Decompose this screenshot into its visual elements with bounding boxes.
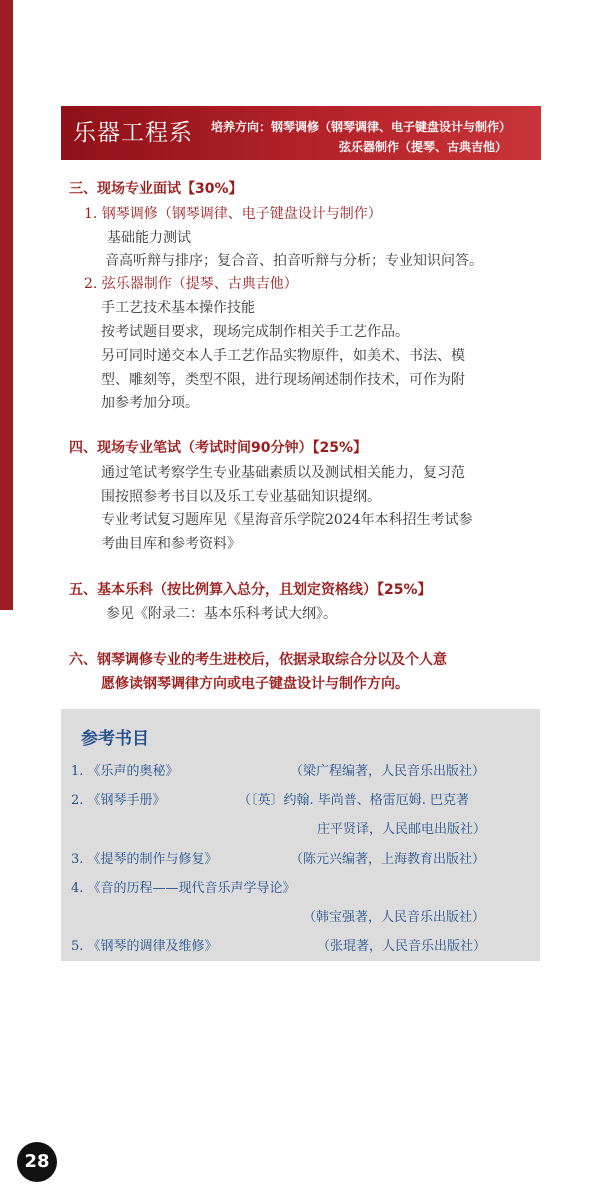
reference-author: （〔英〕约翰. 毕尚普、格雷厄姆. 巴克著 [238,793,470,808]
department-title: 乐器工程系 [73,120,193,146]
page-number: 28 [17,1142,57,1182]
section3-item2-line: 另可同时递交本人手工艺作品实物原件，如美术、书法、模 [101,348,465,364]
reference-author: （张琨著，人民音乐出版社） [317,939,487,954]
section3-item2-line: 按考试题目要求，现场完成制作相关手工艺作品。 [101,324,409,340]
references-title: 参考书目 [81,729,149,749]
reference-author-cont: 庄平贤译，人民邮电出版社） [317,822,487,837]
section3-item1-title: 1. 钢琴调修（钢琴调律、电子键盘设计与制作） [84,206,382,222]
reference-title: 2. 《钢琴手册》 [71,793,166,808]
section3-item2-line: 型、雕刻等，类型不限，进行现场阐述制作技术，可作为附 [101,372,465,388]
training-direction-line1: 培养方向：钢琴调修（钢琴调律、电子键盘设计与制作） [211,120,512,134]
section3-title: 三、现场专业面试【30%】 [69,181,243,197]
reference-author: （韩宝强著，人民音乐出版社） [303,910,486,925]
reference-title: 5. 《钢琴的调律及维修》 [71,939,218,954]
section4-title: 四、现场专业笔试（考试时间90分钟）【25%】 [69,440,367,456]
reference-title: 1. 《乐声的奥秘》 [71,764,179,779]
section3-item2-title: 2. 弦乐器制作（提琴、古典吉他） [84,276,298,292]
section6-line2: 愿修读钢琴调律方向或电子键盘设计与制作方向。 [101,676,409,692]
section4-line: 通过笔试考察学生专业基础素质以及测试相关能力，复习范 [101,465,465,481]
section3-item1-line: 基础能力测试 [107,230,191,246]
section4-line: 考曲目库和参考资料》 [101,536,241,552]
department-header [61,106,541,160]
section3-item2-line: 手工艺技术基本操作技能 [101,300,255,316]
training-direction-line2: 弦乐器制作（提琴、古典吉他） [339,140,508,154]
section3-item1-line: 音高听辩与排序；复合音、拍音听辩与分析；专业知识问答。 [105,253,483,269]
reference-title: 3. 《提琴的制作与修复》 [71,852,218,867]
section4-line: 专业考试复习题库见《星海音乐学院2024年本科招生考试参 [101,512,473,528]
section4-line: 围按照参考书目以及乐工专业基础知识提纲。 [101,489,381,505]
reference-author: （梁广程编著，人民音乐出版社） [290,764,486,779]
reference-title: 4. 《音的历程——现代音乐声学导论》 [71,881,296,896]
section6-line1: 六、钢琴调修专业的考生进校后，依据录取综合分以及个人意 [69,652,447,668]
section5-title: 五、基本乐科（按比例算入总分，且划定资格线）【25%】 [69,582,432,598]
section3-item2-line: 加参考加分项。 [101,395,199,411]
section5-line: 参见《附录二：基本乐科考试大纲》。 [106,606,337,622]
reference-author: （陈元兴编著，上海教育出版社） [290,852,486,867]
side-accent-bar [0,0,13,610]
